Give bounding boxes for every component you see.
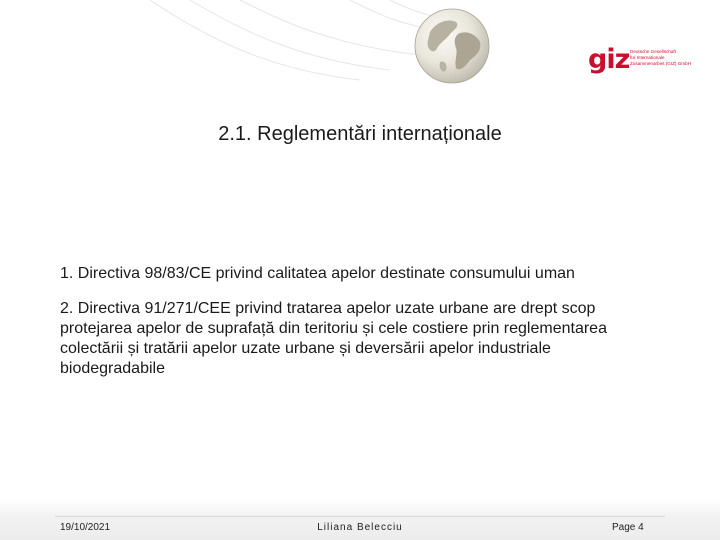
footer-page-number: Page 4 <box>612 522 644 533</box>
footer-divider <box>55 516 665 517</box>
globe-icon <box>410 4 494 88</box>
slide-body <box>60 264 660 394</box>
logo-text <box>630 49 710 67</box>
footer-author: Liliana Belecciu <box>317 522 403 533</box>
footer-date: 19/10/2021 <box>60 522 111 533</box>
logo-line-3: Zusammenarbeit (GIZ) GmbH <box>630 61 692 66</box>
list-item: 2. Directiva 91/271/CEE privind tratarea apelor uzate urbane are drept scop protejarea apelor de suprafață din teritoriu și cele costiere prin reglementarea colectării și tratării apelor uzate urbane și deversării apelor industriale biodegradabile <box>60 300 607 377</box>
slide-title: 2.1. Reglementări internaționale <box>218 123 502 145</box>
giz-logo <box>588 44 708 76</box>
logo-mark: giz <box>588 44 630 75</box>
list-item: 1. Directiva 98/83/CE privind calitatea apelor destinate consumului uman <box>60 265 575 282</box>
logo-line-2: für Internationale <box>630 55 665 60</box>
logo-line-1: Deutsche Gesellschaft <box>630 49 676 54</box>
footer-band <box>0 500 720 540</box>
